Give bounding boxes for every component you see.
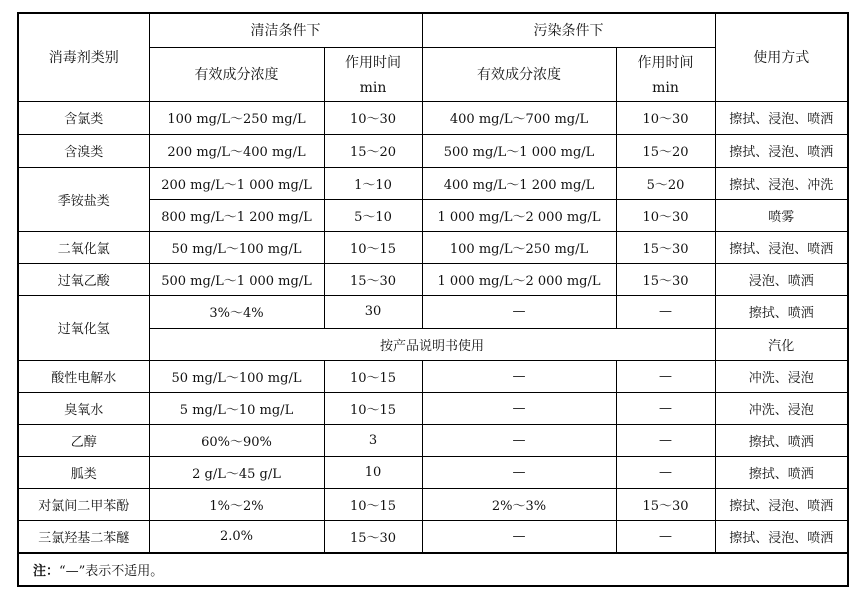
table-row	[18, 456, 848, 488]
cell-clean-time: 10～15	[324, 392, 422, 424]
note-label: 注：	[33, 564, 60, 579]
cell-clean-concentration: 200 mg/L～400 mg/L	[149, 134, 324, 167]
cell-category: 臭氧水	[18, 392, 149, 424]
cell-polluted-concentration: 1 000 mg/L～2 000 mg/L	[422, 199, 616, 231]
table-row	[18, 424, 848, 456]
cell-polluted-time: —	[616, 392, 715, 424]
cell-method: 擦拭、浸泡、喷洒	[715, 520, 848, 553]
cell-clean-time: 15～20	[324, 134, 422, 167]
cell-polluted-concentration: —	[422, 392, 616, 424]
table-row	[18, 360, 848, 392]
header-clean-time	[324, 47, 422, 101]
cell-category: 对氯间二甲苯酚	[18, 488, 149, 520]
table-row	[18, 263, 848, 295]
cell-polluted-time: —	[616, 520, 715, 553]
cell-polluted-time: —	[616, 424, 715, 456]
cell-clean-concentration: 1%～2%	[149, 488, 324, 520]
cell-polluted-concentration: —	[422, 360, 616, 392]
cell-clean-time: 15～30	[324, 520, 422, 553]
cell-polluted-time: —	[616, 456, 715, 488]
cell-clean-concentration: 60%～90%	[149, 424, 324, 456]
cell-method: 冲洗、浸泡	[715, 360, 848, 392]
cell-polluted-concentration: 400 mg/L～1 200 mg/L	[422, 167, 616, 199]
header-clean-time-unit: min	[359, 80, 387, 96]
cell-method: 浸泡、喷洒	[715, 263, 848, 295]
cell-method: 擦拭、喷洒	[715, 295, 848, 328]
cell-method: 擦拭、浸泡、喷洒	[715, 488, 848, 520]
table-note	[18, 553, 848, 586]
table-row	[18, 231, 848, 263]
cell-polluted-time: 5～20	[616, 167, 715, 199]
cell-method: 擦拭、喷洒	[715, 456, 848, 488]
cell-clean-time: 10～15	[324, 360, 422, 392]
cell-method: 擦拭、浸泡、喷洒	[715, 134, 848, 167]
cell-category: 含溴类	[18, 134, 149, 167]
table-row	[18, 392, 848, 424]
cell-polluted-concentration: —	[422, 520, 616, 553]
cell-clean-concentration: 2.0%	[149, 520, 324, 553]
cell-category: 酸性电解水	[18, 360, 149, 392]
cell-clean-concentration: 50 mg/L～100 mg/L	[149, 231, 324, 263]
cell-polluted-concentration: —	[422, 456, 616, 488]
header-polluted-time-label: 作用时间	[637, 55, 694, 71]
note-row	[18, 553, 848, 586]
header-clean-time-label: 作用时间	[345, 55, 401, 71]
cell-clean-time: 10	[324, 456, 422, 488]
cell-method: 擦拭、浸泡、冲洗	[715, 167, 848, 199]
cell-method: 擦拭、浸泡、喷洒	[715, 101, 848, 134]
header-category: 消毒剂类别	[18, 13, 149, 101]
cell-polluted-concentration: 1 000 mg/L～2 000 mg/L	[422, 263, 616, 295]
cell-method: 冲洗、浸泡	[715, 392, 848, 424]
cell-polluted-time: 15～30	[616, 488, 715, 520]
table-row	[18, 488, 848, 520]
cell-category: 过氧乙酸	[18, 263, 149, 295]
cell-polluted-concentration: 2%～3%	[422, 488, 616, 520]
disinfectant-table	[17, 12, 849, 587]
cell-clean-concentration: 2 g/L～45 g/L	[149, 456, 324, 488]
note-text: “—”表示不适用。	[59, 564, 164, 579]
cell-polluted-time: 10～30	[616, 101, 715, 134]
disinfectant-table-wrapper	[17, 12, 849, 587]
header-polluted-concentration: 有效成分浓度	[422, 47, 616, 101]
header-polluted-time	[616, 47, 715, 101]
cell-polluted-time: 15～20	[616, 134, 715, 167]
table-row	[18, 295, 848, 328]
cell-category: 二氧化氯	[18, 231, 149, 263]
cell-clean-time: 1～10	[324, 167, 422, 199]
cell-polluted-concentration: 500 mg/L～1 000 mg/L	[422, 134, 616, 167]
cell-clean-concentration: 100 mg/L～250 mg/L	[149, 101, 324, 134]
cell-category: 含氯类	[18, 101, 149, 134]
cell-merged-instruction: 按产品说明书使用	[149, 328, 715, 360]
header-polluted-time-unit: min	[652, 80, 679, 96]
table-row	[18, 134, 848, 167]
cell-method: 擦拭、浸泡、喷洒	[715, 231, 848, 263]
cell-clean-time: 30	[324, 295, 422, 328]
cell-clean-concentration: 800 mg/L～1 200 mg/L	[149, 199, 324, 231]
cell-polluted-concentration: —	[422, 295, 616, 328]
cell-method: 汽化	[715, 328, 848, 360]
cell-clean-concentration: 500 mg/L～1 000 mg/L	[149, 263, 324, 295]
cell-category: 季铵盐类	[18, 167, 149, 231]
cell-clean-concentration: 50 mg/L～100 mg/L	[149, 360, 324, 392]
table-row	[18, 167, 848, 199]
cell-category: 乙醇	[18, 424, 149, 456]
cell-polluted-time: 15～30	[616, 231, 715, 263]
cell-polluted-time: 10～30	[616, 199, 715, 231]
cell-polluted-concentration: 400 mg/L～700 mg/L	[422, 101, 616, 134]
cell-method: 喷雾	[715, 199, 848, 231]
cell-polluted-concentration: 100 mg/L～250 mg/L	[422, 231, 616, 263]
cell-polluted-time: 15～30	[616, 263, 715, 295]
cell-clean-time: 15～30	[324, 263, 422, 295]
cell-clean-concentration: 200 mg/L～1 000 mg/L	[149, 167, 324, 199]
cell-polluted-time: —	[616, 360, 715, 392]
cell-polluted-concentration: —	[422, 424, 616, 456]
header-method: 使用方式	[715, 13, 848, 101]
cell-clean-time: 5～10	[324, 199, 422, 231]
cell-clean-time: 10～15	[324, 488, 422, 520]
cell-clean-time: 10～15	[324, 231, 422, 263]
header-polluted-condition: 污染条件下	[422, 13, 715, 47]
cell-category: 三氯羟基二苯醚	[18, 520, 149, 553]
cell-clean-time: 10～30	[324, 101, 422, 134]
header-clean-concentration: 有效成分浓度	[149, 47, 324, 101]
table-row	[18, 520, 848, 553]
cell-polluted-time: —	[616, 295, 715, 328]
header-clean-condition: 清洁条件下	[149, 13, 422, 47]
table-row	[18, 101, 848, 134]
cell-clean-concentration: 5 mg/L～10 mg/L	[149, 392, 324, 424]
cell-clean-concentration: 3%～4%	[149, 295, 324, 328]
cell-clean-time: 3	[324, 424, 422, 456]
cell-category: 胍类	[18, 456, 149, 488]
cell-method: 擦拭、喷洒	[715, 424, 848, 456]
cell-category: 过氧化氢	[18, 295, 149, 360]
